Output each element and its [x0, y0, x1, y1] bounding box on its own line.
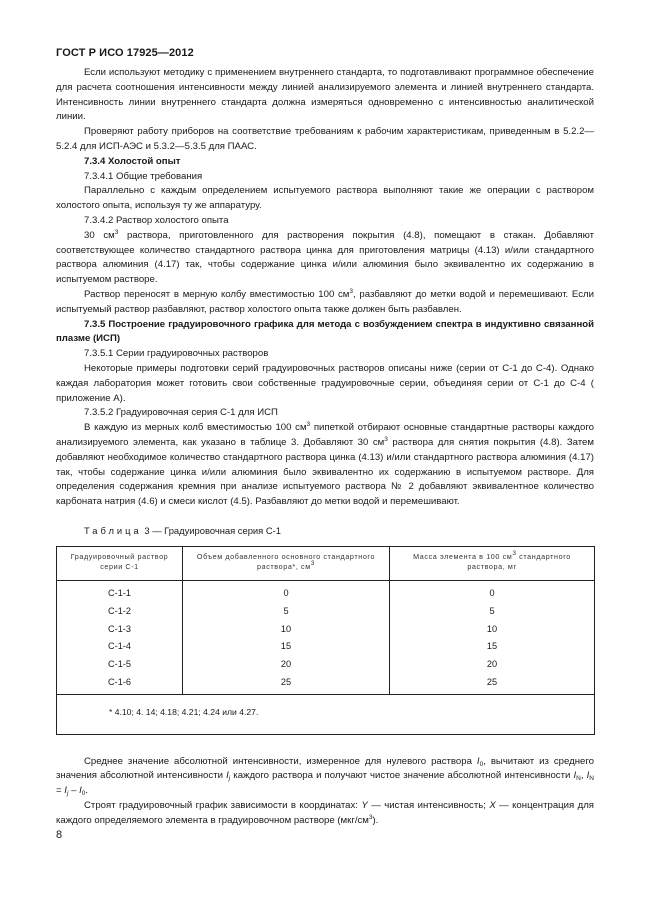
cell-solution: С-1-1	[57, 580, 183, 602]
cell-volume: 5	[183, 602, 390, 620]
table-row	[57, 620, 595, 638]
heading-7-3-4-2: 7.3.4.2 Раствор холостого опыта	[84, 214, 229, 226]
cell-solution: С-1-4	[57, 638, 183, 656]
cell-mass: 10	[390, 620, 595, 638]
paragraph-series-c1-prep: В каждую из мерных колб вместимостью 100 $см^3$ пипеткой отбирают основные стандартные растворы каждого анализируемого элемента, как указано в таблице 3. Добавляют 30 $см^3$ раствора для снятия покрытия (4.8). Затем добавляют необходимое количество стандартного раствора цинка (4.13) и/или стандартного раствора алюминия (4.17) так, чтобы содержание цинка и/или алюминия было эквивалентно их содержанию в испытуемом растворе. Для определения содержания кремния при анализе испытуемого раствора № 2 добавляют эквивалентное количество карбоната натрия (4.6) и смеси кислот (4.5). Разбавляют до метки водой и перемешивают.	[56, 421, 594, 508]
table-caption: Таблица 3 — Градуировочная серия С-1	[84, 524, 281, 536]
paragraph-net-intensity: Среднее значение абсолютной интенсивности, измеренное для нулевого раствора $I_0$, вычитают из среднего значения абсолютной интенсивности $I_j$ каждого раствора и получают чистое значение абсолютной интенсивности $I_N$, $I_N = I_j - I_0$.	[56, 755, 594, 798]
paragraph-blank-solution: 30 $см^3$ раствора, приготовленного для растворения покрытия (4.8), помещают в стакан. Добавляют соответствующее количество стандартного раствора цинка для приготовления матрицы (4.13) и/или стандартного раствора алюминия (4.17) так, чтобы содержание цинка и/или алюминия было эквивалентно их содержанию в испытуемом растворе.	[56, 228, 594, 286]
paragraph-calibration-graph: Строят градуировочный график зависимости в координатах: Y — чистая интенсивность; X — концентрация для каждого определяемого элемента в градуировочном растворе $(мкг/см^3)$.	[56, 799, 594, 826]
cell-volume: 20	[183, 655, 390, 673]
table-footnote-row	[57, 694, 595, 734]
paragraph-transfer-flask: Раствор переносят в мерную колбу вместимостью 100 $см^3$, разбавляют до метки водой и перемешивают. Если испытуемый раствор разбавляют, раствор холостого опыта также должен быть разбавлен.	[56, 287, 594, 315]
document-body	[56, 66, 594, 829]
page-number: 8	[56, 829, 63, 841]
heading-7-3-5-2: 7.3.5.2 Градуировочная серия С-1 для ИСП	[84, 407, 278, 419]
spacer	[56, 510, 594, 524]
cell-volume: 15	[183, 638, 390, 656]
table-footnote: * 4.10; 4. 14; 4.18; 4.21; 4.24 или 4.27.	[57, 694, 595, 734]
cell-solution: С-1-2	[57, 602, 183, 620]
heading-7-3-4: 7.3.4 Холостой опыт	[84, 155, 181, 167]
paragraph-check-instruments: Проверяют работу приборов на соответствие требованиям к рабочим характеристикам, приведенным в 5.2.2—5.2.4 для ИСП-АЭС и 5.3.2—5.3.5 для ПААС.	[56, 126, 594, 152]
paragraph-internal-standard: Если используют методику с применением внутреннего стандарта, то подготавливают программное обеспечение для расчета соотношения интенсивности между линией анализируемого элемента и линией внутреннего стандарта. Интенсивность линии внутреннего стандарта должна измеряться одновременно с интенсивностью аналитической линии.	[56, 67, 594, 123]
table-row	[57, 638, 595, 656]
paragraph-series-examples: Некоторые примеры подготовки серий градуировочных растворов описаны ниже (серии от С-1 до С-4). Однако каждая лаборатория может готовить свои собственные градуировочные серии, объединяя серии от С-1 до С-4 ( приложение А).	[56, 362, 594, 404]
cell-mass: 20	[390, 655, 595, 673]
cell-volume: 0	[183, 580, 390, 602]
heading-7-3-4-1: 7.3.4.1 Общие требования	[84, 170, 203, 182]
heading-7-3-5-1: 7.3.5.1 Серии градуировочных растворов	[84, 348, 269, 360]
paragraph-blank-parallel: Параллельно с каждым определением испытуемого раствора выполняют такие же операции с раствором холостого опыта, используя ту же аппаратуру.	[56, 185, 594, 212]
table-header-volume: Объем добавленного основного стандартного раствора*, $см^3$	[183, 546, 390, 580]
table-row	[57, 602, 595, 620]
cell-mass: 5	[390, 602, 595, 620]
table-header-solution: Градуировочный раствор серии С-1	[57, 546, 183, 580]
cell-solution: С-1-6	[57, 673, 183, 694]
cell-solution: С-1-5	[57, 655, 183, 673]
table-row	[57, 580, 595, 602]
spacer	[56, 735, 594, 755]
heading-7-3-5: 7.3.5 Построение градуировочного графика для метода с возбуждением спектра в индуктивно связанной плазме (ИСП)	[56, 318, 594, 345]
cell-solution: С-1-3	[57, 620, 183, 638]
table-header-mass: Масса элемента в 100 $см^3$ стандартного раствора, мг	[390, 546, 595, 580]
table-row	[57, 673, 595, 694]
cell-mass: 0	[390, 580, 595, 602]
document-header: ГОСТ Р ИСО 17925—2012	[56, 47, 194, 59]
cell-mass: 25	[390, 673, 595, 694]
cell-volume: 10	[183, 620, 390, 638]
calibration-table	[56, 546, 595, 735]
cell-mass: 15	[390, 638, 595, 656]
cell-volume: 25	[183, 673, 390, 694]
table-row	[57, 655, 595, 673]
